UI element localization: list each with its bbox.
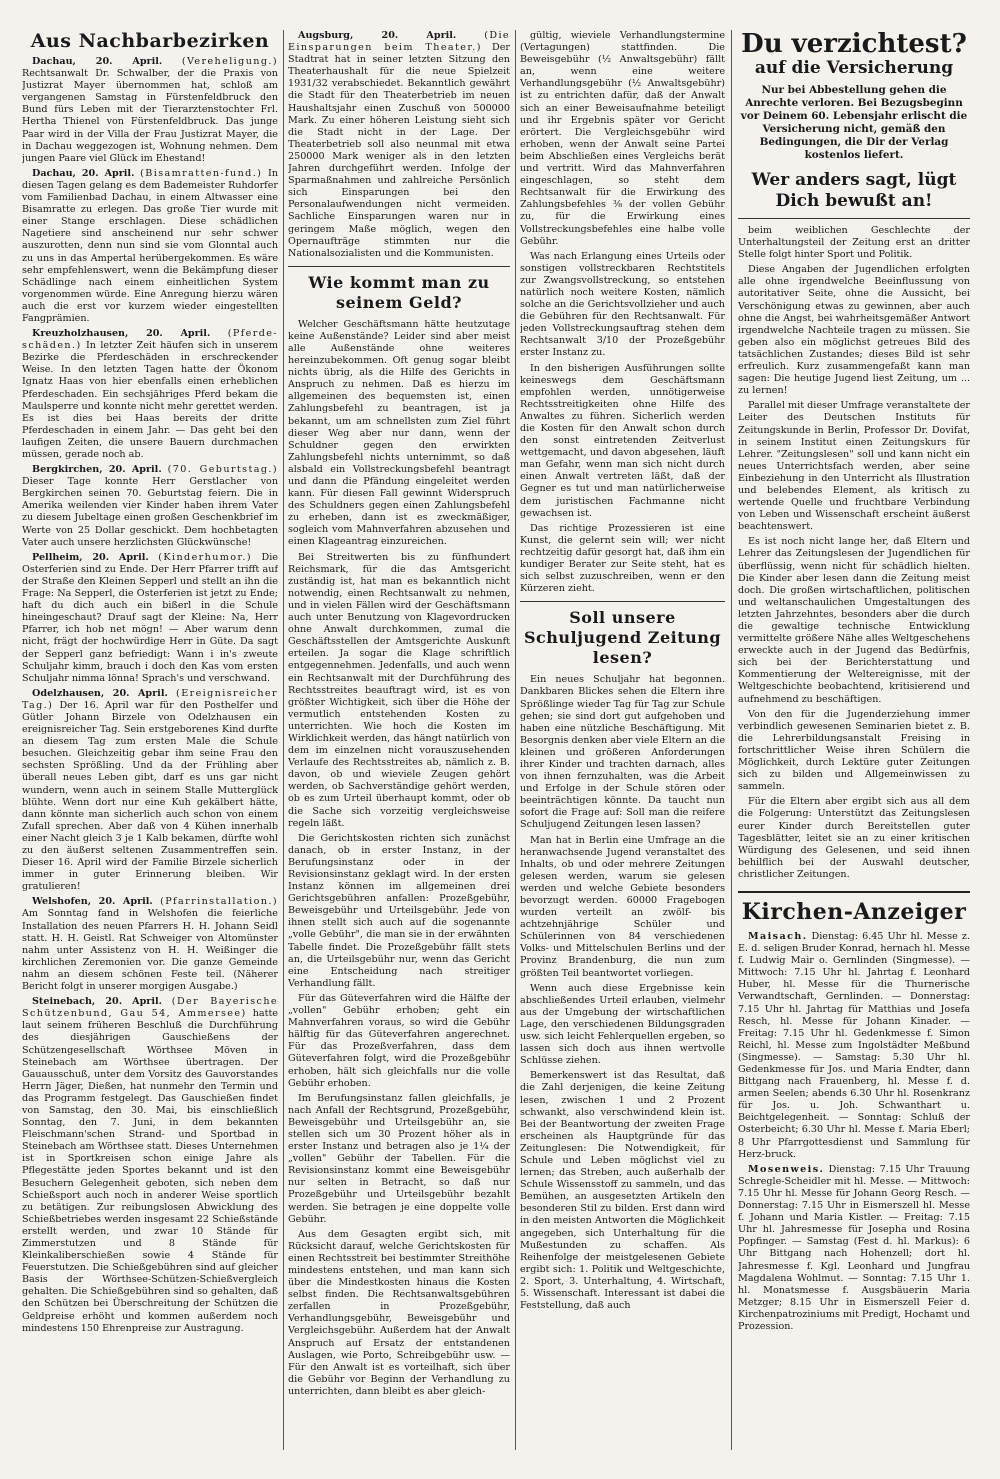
divider [288,266,510,267]
news-item [22,896,278,993]
news-place: Dachau, 20. April. [32,56,163,67]
ad-tagline: Wer anders sagt, lügt Dich bewußt an! [751,170,957,211]
paragraph: In den bisherigen Ausführungen sollte keineswegs dem Geschäftsmann empfohlen werden, unnötigerweise Rechtsstreitigkeiten ohne Hilfe des Anwaltes zu führen. Sicherlich werden die Kosten für den Anwalt schon durch den sonst eintretenden Zeitverlust wettgemacht, und davon abgesehen, läuft man Gefahr, wenn man sich nicht durch einen Anwalt vertreten läßt, daß der Gegner es tut und man natürlicherweise dem juristischen Fachmanne nicht gewachsen ist. [520,362,725,519]
column-schuljugend [520,30,725,1460]
news-item [22,168,278,325]
article-heading: Soll unsere Schuljugend Zeitung lesen? [523,608,722,668]
ad-text: Nur bei Abbestellung gehen die Anrechte verloren. Bei Bezugsbeginn vor Deinem 60. Lebensjahr erlischt die Versicherung nicht, gemäß den Bedingungen, die Dir der Verlag kostenlos liefert. [740,84,968,161]
paragraph: Welcher Geschäftsmann hätte heutzutage keine Außenstände? Leider sind aber meist alle Außenstände ohne weiteres hereinzubekommen. Oft genug sogar bleibt nichts übrig, als die Hilfe des Gerichts in Anspruch zu nehmen. Daß es hierzu im allgemeinen des bequemsten ist, einen Zahlungsbefehl zu beantragen, ist ja bekannt, um am schnellsten zum Ziel führt dieser Weg aber nur dann, wenn der Schuldner gegen den erwirkten Zahlungsbefehl nichts unternimmt, so daß alsbald ein Vollstreckungsbefehl beantragt und dann die Pfändung eingeleitet werden kann. Für diesen Fall gewinnt Widerspruch des Schuldners gegen einen Zahlungsbefehl zu erheben, dann ist es zweckmäßiger, sogleich vom Mahnverfahren abzusehen und einen Klageantrag einzureichen. [288,318,510,548]
news-text: Der 16. April war für den Posthelfer und Gütler Johann Birzele von Odelzhausen ein ereignisreicher Tag. Sein erstgeborenes Kind durfte an diesem Tag zum ersten Male die Schule besuchen. Gleichzeitig gebar ihm seine Frau den sechsten Sprößling. Und da der Frühling aber überall neues Leben gibt, darf es uns gar nicht wundern, wenn auch in seinem Stalle Mutterglück blühte. Wenn dort nur eine Kuh gekälbert hätte, dann könnte man sicherlich auch schon von einem Zufall sprechen. Aber daß von 4 Kühen innerhalb einer Nacht gleich 3 je 1 Kalb bekamen, dürfte wohl zu den äußerst seltenen Zusammentreffen sein. Dieser 16. April wird der Familie Birzele sicherlich immer in guter Erinnerung bleiben. Wir gratulieren! [22,699,278,893]
article-body [288,319,510,1398]
article-body [520,30,725,595]
paragraph: Bei Streitwerten bis zu fünfhundert Reichsmark, für die das Amtsgericht zuständig ist, hat man es bekanntlich nicht notwendig, einen Rechtsanwalt zu nehmen, und in vielen Fällen wird der Geschäftsmann auch unter Benutzung von Klagevordrucken ohne Anwalt durchkommen, zumal die Geschäftsstellen der Amtsgerichte Auskunft erteilen. Ja sogar die Klage schriftlich entgegennehmen. Jedenfalls, und auch wenn ein Rechtsanwalt mit der Durchführung des Rechtsstreites beauftragt wird, ist es von größter Wichtigkeit, sich über die Höhe der vermutlich entstehenden Kosten zu unterrichten. Wie hoch die Kosten im Wirklichkeit werden, das hängt natürlich von dem im einzelnen nicht vorauszusehenden Verlaufe des Rechtsstreites ab, nämlich z. B. davon, ob und wieviele Zeugen gehört werden, ob Sachverständige gehört werden, ob es zum Urteil überhaupt kommt, oder ob die Sache sich vorzeitig vergleichsweise regeln läßt. [288,551,510,829]
paragraph: Das richtige Prozessieren ist eine Kunst, die gelernt sein will; wer nicht rechtzeitig dafür gesorgt hat, daß ihm ein kundiger Berater zur Seite steht, hat es sich selbst zuzuschreiben, wenn er den Kürzeren zieht. [520,522,725,595]
news-tag: (Bisamratten-fund.) [140,167,263,179]
news-tag: (Ereignisreicher Tag.) [22,687,278,711]
kirchen-list [738,931,970,1333]
paragraph: beim weiblichen Geschlechte der Unterhaltungsteil der Zeitung erst an dritter Stelle folgt hinter Sport und Politik. [738,225,970,261]
paragraph: gültig, wieviele Verhandlungstermine (Vertagungen) stattfinden. Die Beweisgebühr (½ Anwaltsgebühr) fällt an, wenn eine weitere Verhandlungsgebühr (½ Anwaltsgebühr) ist zu entrichten dafür, daß der Anwalt sich an einer Beweisaufnahme beteiligt und ihr Ergebnis später vor Gericht erörtert. Die Vergleichsgebühr wird erhoben, wenn der Anwalt seine Partei beim Abschließen eines Vergleichs berät und vertritt. Wird das Mahnverfahren eingeschlagen, so steht dem Rechtsanwalt für die Erwirkung des Zahlungsbefehles ⅜ der vollen Gebühr zu, für die Erwirkung eines Vollstreckungsbefehles eine halbe volle Gebühr. [520,30,725,247]
news-place: Bergkirchen, 20. April. [32,464,162,476]
article-body [738,225,970,881]
news-text: In letzter Zeit häufen sich in unserem Bezirke die Pferdeschäden in erschreckender Weise. In den letzten Tagen hatte der Ökonom Ignatz Haas von hier ebenfalls einen erheblichen Pferdeschaden. Ein sechsjähriges Pferd bekam die Maulsperre und konnte nicht mehr gerettet werden. Es ist dies bei Haas bereits der dritte Pferdeschaden in einem Jahr. — Das geht bei den laufigen Zeiten, die unsere Bauern durchmachen müssen, gerade noch ab. [22,340,278,460]
kirchen-item [738,1164,970,1333]
news-tag: (Der Bayerische Schützenbund, Gau 54, Ammersee) [22,996,278,1020]
news-item [22,996,278,1335]
article-heading: Wie kommt man zu seinem Geld? [308,272,490,312]
divider [520,601,725,602]
paragraph: Man hat in Berlin eine Umfrage an die heranwachsende Jugend veranstaltet des Inhalts, ob und oder mehrere Zeitungen gelesen werden, warum sie gelesen werden und welche Gebiete besonders bevorzugt werden. 60000 Fragebogen wurden verteilt an zwölf- bis achtzehnjährige Schüler und Schülerinnen von 84 verschiedenen Volks- und Mittelschulen Berlins und der Provinz Brandenburg, die nun zum größten Teil beantwortet vorliegen. [520,834,725,979]
ad-subtitle: auf die Versicherung [754,58,954,78]
kirchen-place: Maisach. [748,930,808,942]
paragraph: Parallel mit dieser Umfrage veranstaltete der Leiter des Deutschen Instituts für Zeitungskunde in Berlin, Professor Dr. Dovifat, in seinem Institut einen Zeitungskurs für Lehrer. "Zeitungslesen" soll und kann nicht ein neues Unterrichtsfach werden, aber seine Einbeziehung in den Unterricht als Illustration und belebendes Element, als kritisch zu wertende Quelle und fruchtbare Verbindung von Leben und Wissenschaft erscheint äußerst beachtenswert. [738,400,970,533]
paragraph: Im Berufungsinstanz fallen gleichfalls, je nach Anfall der Rechtsgrund, Prozeßgebühr, Beweisgebühr und Urteilsgebühr an, sie stellen sich um 30 Prozent höher als in erster Instanz und betragen also je 1¼ der „vollen" Gebühr der Tabellen. Für die Revisionsinstanz kommt eine Beweisgebühr nur selten in Betracht, so daß nur Prozeßgebühr und Urteilsgebühr bezahlt werden. Sie betragen je eine doppelte volle Gebühr. [288,1092,510,1225]
paragraph: Von den für die Jugenderziehung immer verbindlich gewesenen Seminarien bietet z. B. die Lehrerbildungsanstalt Freising in fortschrittlicher Weise ihren Schülern die Möglichkeit, durch Lektüre guter Zeitungen sich zu bilden und Allgemeinwissen zu sammeln. [738,708,970,793]
news-text: In diesen Tagen gelang es dem Bademeister Ruhdorfer vom Familienbad Dachau, in einem Altwasser eine Bisamratte zu erlegen. Das große Tier wurde mit einer Stange erschlagen. Diese schädlichen Nagetiere sind anscheinend nur sehr schwer auszurotten, denn nun sind sie vom Glonntal auch zu uns in das Ampertal herübergekommen. Es wäre sehr empfehlenswert, wenn die Bekämpfung dieser Schädlinge nach einem einheitlichen System vorgenommen würde. Eine Anregung hierzu wären auch die erst vor kurzem wieder eingestellten Fangprämien. [22,167,278,324]
kirchen-text: Dienstag: 6.45 Uhr hl. Messe z. E. d. seligen Bruder Konrad, hernach hl. Messe f. Ludwig Mair o. Gernlinden (Singmesse). — Mittwoch: 7.15 Uhr hl. Jahrtag f. Leonhard Huber, hl. Messe für die Thurnerische Verwandtschaft, Gernlinden. — Donnerstag: 7.15 Uhr hl. Jahrtag für Matthias und Josefa Resch, hl. Messe für Johann Kinader. — Freitag: 7.15 Uhr hl. Gedenkmesse f. Simon Reichl, hl. Messe zum Ingolstädter Meßbund (Singmesse). — Samstag: 5.30 Uhr hl. Gedenkmesse für Jos. und Maria Endter, dann Bittgang nach Frauenberg, hl. Messe f. d. armen Seelen; abends 6.30 Uhr hl. Rosenkranz für Jos. u. Joh. Schwanthart u. Beichtgelegenheit. — Sonntag: Schluß der Osterbeicht; 6.30 Uhr hl. Messe f. Maria Eberl; 8 Uhr Pfarrgottesdienst und Sammlung für Herz-bruck. [738,930,970,1160]
news-text: Die Osterferien sind zu Ende. Der Herr Pfarrer trifft auf der Straße den Kleinen Sepperl und stellt an ihn die Frage: Na Sepperl, die Osterferien ist jetzt zu Ende; haft du dich auch ein bißerl in die Schule hineingeschaut? Drauf sagt der Kleine: Na, Herr Pfarrer, ich hob net mögn! — Aber warum denn nicht, frägt der hochwürdige Herr in Güte. Da sagt der Sepperl ganz befriedigt: Wann i in's zweute Schuljahr kimm, brauch i doch den Kas vom ersten Schuljahr nimma lönna! Sprach's und verschwand. [22,551,278,684]
advertisement [738,30,970,212]
news-place: Augsburg, 20. April. [298,30,457,41]
news-place: Steinebach, 20. April. [32,996,162,1008]
kirchen-place: Mosenweis. [748,1163,825,1175]
paragraph: Diese Angaben der Jugendlichen erfolgten alle ohne irgendwelche Beeinflussung von autoritativer Seite, ohne die Aussicht, bei Verschönigung etwas zu gewinnen, aber auch ohne die Angst, bei wahrheitsgemäßer Antwort irgendwelche Nachteile tragen zu müssen. Sie geben also ein möglichst getreues Bild des tatsächlichen Zustandes; dieses Bild ist sehr erfreulich. Kurz zusammengefaßt kann man sagen: Die heutige Jugend liest Zeitung, um ... zu lernen! [738,264,970,397]
article-body [520,674,725,1312]
news-text: hatte laut seinem früheren Beschluß die Durchführung des diesjährigen Gauschießens der Schützengesellschaft Wörthsee Möven in Steinebach am Wörthsee übertragen. Der Gauausschuß, unter dem Vorsitz des Gauvorstandes Herrn Jäger, Dießen, hat nunmehr den Termin und das Programm festgelegt. Das Gauschießen findet von Samstag, den 30. Mai, bis einschließlich Sonntag, den 7. Juni, in dem bekannten Fleischmann'schen Strand- und Sportbad in Steinebach am Wörthsee statt. Dieses Unternehmen ist in Sportkreisen schon einige Jahre als Pflegestätte jeden Sportes bekannt und ist den Besuchern Gelegenheit geboten, sich neben dem Schießsport auch noch in anderer Weise sportlich zu betätigen. Zur reibungslosen Abwicklung des Schießbetriebes werden insgesamt 22 Schießstände erstellt werden, und zwar 10 Stände für Zimmerstutzen und 8 Stände für Kleinkaliberschießen sowie 4 Stände für Feuerstutzen. Die Schießgebühren sind auf gleicher Basis der Wörthsee-Schützen-Schießvergleich gehalten. Die Schießgebühren sind so gehalten, daß den Schützen bei Überschreitung der Schützen die Geldpreise erhöht und kommen außerdem noch mindestens 150 Ehrenpreise zur Austragung. [22,1008,278,1334]
news-item [22,56,278,165]
paragraph: Was nach Erlangung eines Urteils oder sonstigen vollstreckbaren Rechtstitels zur Zwangsvollstreckung, so entstehen natürlich noch weitere Kosten, nämlich solche an die Gerichtsvollzieher und auch die Gebühren für den Rechtsanwalt. Für jeden Vollstreckungsauftrag stehen dem Rechtsanwalt 3/10 der Prozeßgebühr erster Instanz zu. [520,250,725,359]
kirchen-text: Dienstag: 7.15 Uhr Trauung Schregle-Scheidler mit hl. Messe. — Mittwoch: 7.15 Uhr hl. Messe für Johann Georg Resch. — Donnerstag: 7.15 Uhr in Eismerszell hl. Messe f. Johann und Maria Kistler. — Freitag: 7.15 Uhr hl. Jahresmesse für Josepha und Rosina Popfinger. — Samstag (Fest d. hl. Markus): 6 Uhr Bittgang nach Hohenzell; dort hl. Jahresmesse f. Kgl. Leonhard und Jungfrau Magdalena Wohlmut. — Sonntag: 7.15 Uhr 1. hl. Monatsmesse f. Ausgsbäuerin Maria Metzger; 8.15 Uhr in Eismerszell Feier d. Kirchenpatroziniums mit Predigt, Hochamt und Prozession. [738,1163,970,1332]
news-list [22,56,278,1335]
column-ad-kirchen [738,30,970,1460]
news-tag: (70. Geburtstag.) [167,464,278,476]
news-item [288,30,510,260]
news-tag: (Kinderhumor.) [158,551,252,563]
paragraph: Es ist noch nicht lange her, daß Eltern und Lehrer das Zeitungslesen der Jugendlichen für überflüssig, wenn nicht für schädlich hielten. Die Kinder aber lesen dann die Zeitung meist doch. Die großen wirtschaftlichen, politischen und weltanschaulichen Umgestaltungen des letzten Jahrzehntes, besonders aber die durch die gewaltige technische Entwicklung vermittelte größere Nähe alles Weltgeschehens erweckte auch in der Jugend das Bedürfnis, sich bei der Berichterstattung und Kommentierung der Weltereignisse, mit der Weltgeschichte beobachtend, kritisierend und aufnehmend zu beschäftigen. [738,536,970,705]
news-item [22,688,278,894]
news-text: Der Stadtrat hat in seiner letzten Sitzung den Theaterhaushalt für die neue Spielzeit 1931/32 verabschiedet. Bekanntlich gewährt die Stadt für den Theaterbetrieb im neuen Haushaltsjahr einen Zuschuß von 500000 Mark. Zu einer höheren Leistung sieht sich die Stadt nicht in der Lage. Der Theaterbetrieb soll also neunmal mit etwa 250000 Mark weniger als in den letzten Jahren durchgeführt werden. Infolge der Sparmaßnahmen und zahlreiche Persönlich sich Einsparungen bei den Personalaufwendungen nicht vermeiden. Sachliche Einsparungen waren nur in geringem Maße möglich, wegen den Opernaufträge stimmten nur die Nationalsozialisten und die Kommunisten. [288,42,510,259]
paragraph: Wenn auch diese Ergebnisse kein abschließendes Urteil erlauben, vielmehr aus der Umgebung der wirtschaftlichen Lage, den verschiedenen Bildungsgraden usw. sich leicht Fehlerquellen ergeben, so lassen sich doch aus ihnen wertvolle Schlüsse ziehen. [520,982,725,1067]
news-place: Kreuzholzhausen, 20. April. [32,328,211,340]
news-tag: (Die Einsparungen beim Theater.) [288,30,510,54]
news-place: Odelzhausen, 20. April. [32,687,168,699]
news-text: Rechtsanwalt Dr. Schwalber, der die Praxis von Justizrat Mayer übernommen hat, schloß am vergangenen Samstag in Fürstenfeldbruck den Bund fürs Leben mit der Tierarztenstochter Frl. Hertha Thienel von Fürstenfeldbruck. Das junge Paar wird in der Villa der Frau Justizrat Mayer, die in Dachau weggezogen ist, Wohnung nehmen. Dem jungen Paare viel Glück im Ehestand! [22,68,278,164]
column-nachbarbezirke [22,30,278,1460]
news-item [22,328,278,461]
news-text: Dieser Tage konnte Herr Gerstlacher von Bergkirchen seinen 70. Geburtstag feiern. Die in Amerika weilenden vier Kinder haben ihrem Vater zu diesem Jubeltage einen großen Geschenkbrief im Werte von 25 Dollar geschickt. Dem hochbetagten Vater auch unsere herzlichsten Glückwünsche! [22,476,278,548]
column-divider [283,30,284,1450]
news-tag: (Pfarrinstallation.) [160,896,278,908]
ad-title: Du verzichtest? [741,30,967,59]
news-place: Pellheim, 20. April. [32,551,149,563]
news-place: Dachau, 20. April. [32,167,135,179]
news-item [22,552,278,685]
news-item [22,464,278,549]
paragraph: Ein neues Schuljahr hat begonnen. Dankbaren Blickes sehen die Eltern ihre Sprößlinge wieder Tag für Tag zur Schule gehen; sie sind dort gut aufgehoben und haben eine nützliche Beschäftigung. Mit Besorgnis denken aber viele Eltern an die kleinen und größeren Anforderungen ihrer Kinder und trachten darnach, alles von ihnen fernzuhalten, was die Arbeit und Erfolge in der Schule stören oder beeinträchtigen könnte. Da taucht nun sofort die Frage auf: Soll man die reifere Schuljugend Zeitungen lesen lassen? [520,674,725,831]
news-tag: (Vereheligung.) [181,56,278,67]
column-divider [515,30,516,1450]
news-tag: (Pferde-schäden.) [22,328,278,352]
paragraph: Für die Eltern aber ergibt sich aus all dem die Folgerung: Unterstützt das Zeitungslesen eurer Kinder durch Bereitstellen guter Tagesblätter, leitet sie an zu einer kritischen Würdigung des Gelesenen, und seid ihnen behilflich bei der Auswahl deutscher, christlicher Zeitungen. [738,796,970,880]
divider [738,218,970,219]
kirchen-heading: Kirchen-Anzeiger [738,891,970,925]
paragraph: Aus dem Gesagten ergibt sich, mit Rücksicht darauf, welche Gerichtskosten für einen Rechtsstreit bei bestimmter Streithöhe mindestens entstehen, und man kann sich über die Mindestkosten hinaus die Kosten selbst finden. Die Rechtsanwaltsgebühren zerfallen in Prozeßgebühr, Verhandlungsgebühr, Beweisgebühr und Vergleichsgebühr. Außerdem hat der Anwalt Anspruch auf Ersatz der entstandenen Auslagen, wie Porto, Schreibgebühr usw. — Für den Anwalt ist es vorteilhaft, sich über die Gebühr vor Beginn der Verhandlung zu unterrichten, dann bleibt es aber gleich- [288,1228,510,1397]
news-place: Welshofen, 20. April. [32,896,153,908]
kirchen-item [738,931,970,1161]
paragraph: Für das Güteverfahren wird die Hälfte der „vollen" Gebühr erhoben; geht ein Mahnverfahren voraus, so wird die Gebühr hälftig für das Güteverfahren angerechnet. Für das Prozeßverfahren, dass dem Güteverfahren folgt, wird die Prozeßgebühr erhoben, hält sich gleichfalls nur die volle Gebühr erhoben. [288,992,510,1089]
paragraph: Bemerkenswert ist das Resultat, daß die Zahl derjenigen, die keine Zeitung lesen, zwischen 1 und 2 Prozent schwankt, also verschwindend klein ist. Bei der Beantwortung der zweiten Frage erscheinen als Hauptgründe für das Zeitunglesen: Die Notwendigkeit, für Schule und Leben möglichst viel zu lernen; das Streben, auch außerhalb der Schule Wissensstoff zu sammeln, und das Bemühen, an ausgesetzten Artikeln den besonderen Stil zu bilden. Erst dann wird in den meisten Antworten die Möglichkeit angegeben, sich Unterhaltung für die Mußestunden zu schaffen. Als Reihenfolge der meistgelesenen Gebiete ergibt sich: 1. Politik und Weltgeschichte, 2. Sport, 3. Unterhaltung, 4. Wirtschaft, 5. Wissenschaft. Interessant ist dabei die Feststellung, daß auch [520,1070,725,1312]
column-geld [288,30,510,1460]
news-text: Am Sonntag fand in Welshofen die feierliche Installation des neuen Pfarrers H. H. Johann Seidl statt. H. H. Geistl. Rat Schweiger von Altomünster nahm unter Assistenz von H. H. Weißinger die kirchlichen Zeremonien vor. Die ganze Gemeinde nahm an diesem schönen Feste teil. (Näherer Bericht folgt in unserer morgigen Ausgabe.) [22,908,278,993]
section-heading: Aus Nachbarbezirken [30,30,270,52]
paragraph: Die Gerichtskosten richten sich zunächst danach, ob in erster Instanz, in der Berufungsinstanz oder in der Revisionsinstanz geklagt wird. In der ersten Instanz können im allgemeinen drei Gerichtsgebühren anfallen: Prozeßgebühr, Beweisgebühr und Urteilsgebühr. Jede von ihnen stellt sich auch auf die sogenannte „volle Gebühr", die man sie in der erwähnten Tabelle findet. Die Prozeßgebühr fällt stets an, die Urteilsgebühr nur, wenn das Gericht eine Entscheidung nach streitiger Verhandlung fällt. [288,832,510,989]
column-divider [731,30,732,1450]
